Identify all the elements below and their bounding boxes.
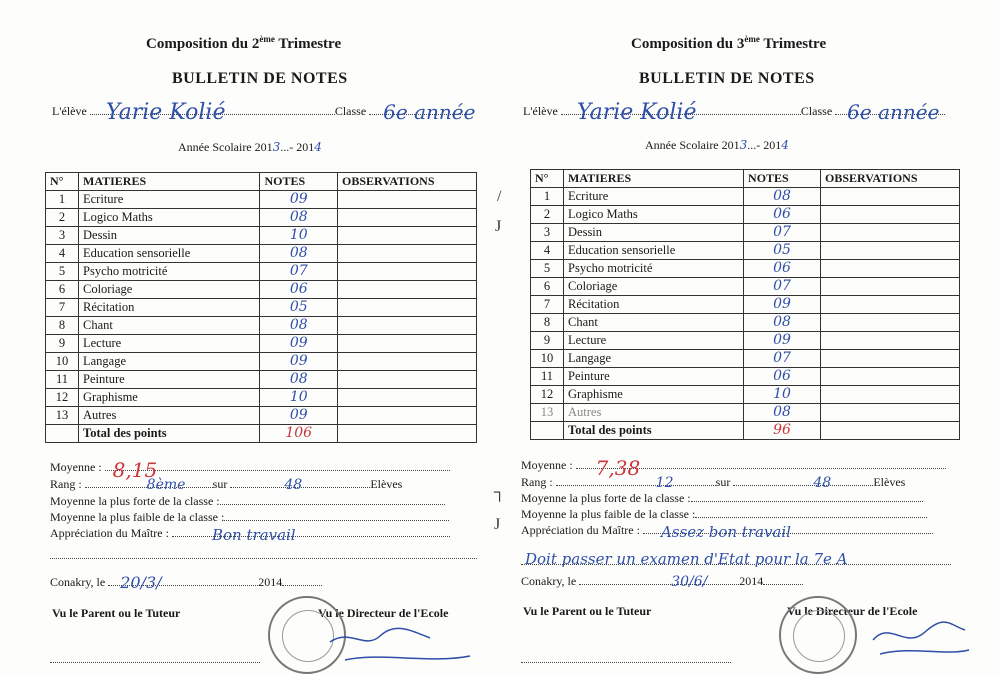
- subject-name: Education sensorielle: [79, 245, 260, 263]
- subject-name: Chant: [79, 317, 260, 335]
- grades-table: [530, 169, 960, 440]
- table-row: [531, 188, 960, 206]
- director-signature-icon: [865, 610, 975, 660]
- observation-cell: [338, 245, 477, 263]
- total-row: [46, 425, 477, 443]
- row-number: 6: [531, 278, 564, 296]
- class-value: 6e année: [383, 100, 476, 124]
- col-header-notes: NOTES: [744, 170, 821, 188]
- table-row: [46, 407, 477, 425]
- observation-cell: [338, 407, 477, 425]
- observation-cell: [338, 335, 477, 353]
- row-number: 12: [46, 389, 79, 407]
- observation-cell: [821, 350, 960, 368]
- subject-name: Chant: [564, 314, 744, 332]
- subject-name: Logico Maths: [564, 206, 744, 224]
- table-row: [531, 350, 960, 368]
- rank-value: 12: [655, 475, 674, 491]
- col-header-subject: MATIERES: [564, 170, 744, 188]
- average-value: 7,38: [595, 456, 641, 480]
- student-label: L'élève: [52, 104, 87, 118]
- grade-value: 05: [260, 299, 338, 317]
- appreciation-line: Appréciation du Maître : Bon travail: [50, 526, 450, 541]
- grade-value: 08: [260, 371, 338, 389]
- subject-name: Langage: [79, 353, 260, 371]
- subject-name: Autres: [79, 407, 260, 425]
- table-row: [531, 206, 960, 224]
- grade-value: 08: [260, 209, 338, 227]
- appreciation-extra-value: Doit passer un examen d'Etat pour la 7e A: [525, 550, 848, 568]
- subject-name: Psycho motricité: [79, 263, 260, 281]
- grade-value: 09: [260, 335, 338, 353]
- row-number: 6: [46, 281, 79, 299]
- subject-name: Education sensorielle: [564, 242, 744, 260]
- table-row: [46, 281, 477, 299]
- table-row: [46, 371, 477, 389]
- class-label: Classe: [800, 104, 833, 118]
- observation-cell: [338, 191, 477, 209]
- subject-name: Récitation: [79, 299, 260, 317]
- grade-value: 05: [744, 242, 821, 260]
- row-number: 4: [531, 242, 564, 260]
- grade-value: 09: [744, 296, 821, 314]
- row-number: 3: [46, 227, 79, 245]
- school-year: Année Scolaire 2013...- 2014: [178, 140, 322, 154]
- grade-value: 08: [744, 404, 821, 422]
- margin-mark: J: [494, 516, 501, 533]
- grade-value: 09: [260, 191, 338, 209]
- observation-cell: [338, 281, 477, 299]
- total-empty-cell: [531, 422, 564, 440]
- subject-name: Graphisme: [79, 389, 260, 407]
- date-value: 20/3/: [120, 573, 162, 592]
- table-row: [531, 386, 960, 404]
- row-number: 2: [531, 206, 564, 224]
- appreciation-extra-line: [50, 548, 477, 563]
- row-number: 2: [46, 209, 79, 227]
- col-header-number: N°: [531, 170, 564, 188]
- row-number: 7: [531, 296, 564, 314]
- observation-cell: [338, 389, 477, 407]
- student-name: Yarie Kolié: [105, 100, 226, 125]
- appreciation-value: Bon travail: [211, 526, 296, 544]
- subject-name: Graphisme: [564, 386, 744, 404]
- margin-mark: J: [495, 218, 502, 235]
- row-number: 13: [46, 407, 79, 425]
- total-observation-cell: [821, 422, 960, 440]
- grade-value: 06: [744, 368, 821, 386]
- student-line: [52, 100, 476, 125]
- report-title: Composition du 2ème Trimestre: [146, 34, 342, 52]
- rank-line: Rang : 12 sur 48 Elèves: [521, 475, 906, 491]
- row-number: 5: [531, 260, 564, 278]
- report-card-left: [0, 0, 476, 669]
- row-number: 11: [531, 368, 564, 386]
- table-row: [46, 227, 477, 245]
- observation-cell: [338, 299, 477, 317]
- table-row: [531, 242, 960, 260]
- table-row: [46, 317, 477, 335]
- grades-table: [45, 172, 477, 443]
- subject-name: Ecriture: [79, 191, 260, 209]
- total-value: 96: [744, 422, 821, 440]
- row-number: 7: [46, 299, 79, 317]
- report-subtitle: BULLETIN DE NOTES: [639, 70, 815, 87]
- table-row: [531, 314, 960, 332]
- class-size: 48: [813, 475, 832, 491]
- observation-cell: [821, 404, 960, 422]
- observation-cell: [338, 263, 477, 281]
- observation-cell: [821, 386, 960, 404]
- observation-cell: [821, 224, 960, 242]
- observation-cell: [338, 353, 477, 371]
- col-header-observations: OBSERVATIONS: [821, 170, 960, 188]
- rank-line: Rang : 8ème sur 48 Elèves: [50, 477, 403, 493]
- margin-mark: ┐: [494, 484, 506, 501]
- director-signature-icon: [320, 620, 480, 668]
- table-row: [531, 224, 960, 242]
- appreciation-extra-line: [521, 550, 951, 569]
- total-empty-cell: [46, 425, 79, 443]
- table-row: [46, 209, 477, 227]
- table-row: [531, 332, 960, 350]
- student-line: [523, 100, 945, 125]
- row-number: 1: [531, 188, 564, 206]
- row-number: 10: [531, 350, 564, 368]
- margin-mark: /: [497, 188, 502, 205]
- observation-cell: [821, 260, 960, 278]
- parent-label: Vu le Parent ou le Tuteur: [52, 606, 181, 620]
- lowest-average-line: Moyenne la plus faible de la classe :: [521, 507, 927, 522]
- row-number: 1: [46, 191, 79, 209]
- observation-cell: [338, 227, 477, 245]
- subject-name: Autres: [564, 404, 744, 422]
- student-name: Yarie Kolié: [576, 100, 697, 125]
- row-number: 11: [46, 371, 79, 389]
- subject-name: Lecture: [564, 332, 744, 350]
- row-number: 9: [531, 332, 564, 350]
- table-row: [46, 353, 477, 371]
- parent-signature-line: [50, 652, 260, 667]
- grade-value: 09: [744, 332, 821, 350]
- observation-cell: [821, 242, 960, 260]
- observation-cell: [338, 209, 477, 227]
- row-number: 12: [531, 386, 564, 404]
- grade-value: 06: [260, 281, 338, 299]
- observation-cell: [821, 188, 960, 206]
- table-row: [46, 335, 477, 353]
- report-subtitle: BULLETIN DE NOTES: [172, 70, 348, 87]
- report-card-right: [505, 0, 975, 669]
- grade-value: 10: [744, 386, 821, 404]
- row-number: 8: [46, 317, 79, 335]
- parent-label: Vu le Parent ou le Tuteur: [523, 604, 652, 618]
- grade-value: 08: [260, 317, 338, 335]
- grade-value: 08: [744, 188, 821, 206]
- table-row: [46, 299, 477, 317]
- observation-cell: [821, 206, 960, 224]
- grade-value: 06: [744, 260, 821, 278]
- total-observation-cell: [338, 425, 477, 443]
- grade-value: 10: [260, 389, 338, 407]
- subject-name: Récitation: [564, 296, 744, 314]
- row-number: 5: [46, 263, 79, 281]
- table-row: [46, 263, 477, 281]
- observation-cell: [821, 332, 960, 350]
- grade-value: 06: [744, 206, 821, 224]
- table-row: [531, 296, 960, 314]
- subject-name: Logico Maths: [79, 209, 260, 227]
- director-label: Vu le Directeur de l'Ecole: [787, 604, 918, 618]
- subject-name: Coloriage: [564, 278, 744, 296]
- col-header-subject: MATIERES: [79, 173, 260, 191]
- report-title: Composition du 3ème Trimestre: [631, 34, 827, 52]
- appreciation-line: Appréciation du Maître : Assez bon travail: [521, 523, 933, 538]
- col-header-observations: OBSERVATIONS: [338, 173, 477, 191]
- average-line: Moyenne : 8,15: [50, 460, 450, 475]
- subject-name: Lecture: [79, 335, 260, 353]
- subject-name: Ecriture: [564, 188, 744, 206]
- observation-cell: [821, 314, 960, 332]
- row-number: 13: [531, 404, 564, 422]
- table-row: [531, 260, 960, 278]
- lowest-average-line: Moyenne la plus faible de la classe :: [50, 510, 449, 525]
- school-stamp-icon: [779, 596, 857, 674]
- average-value: 8,15: [112, 458, 158, 482]
- col-header-number: N°: [46, 173, 79, 191]
- appreciation-value: Assez bon travail: [660, 523, 791, 541]
- grade-value: 10: [260, 227, 338, 245]
- date-line: Conakry, le 20/3/ 2014: [50, 575, 322, 590]
- highest-average-line: Moyenne la plus forte de la classe :: [50, 494, 445, 509]
- subject-name: Psycho motricité: [564, 260, 744, 278]
- row-number: 4: [46, 245, 79, 263]
- date-value: 30/6/: [671, 574, 708, 590]
- grade-value: 08: [744, 314, 821, 332]
- total-row: [531, 422, 960, 440]
- row-number: 9: [46, 335, 79, 353]
- grade-value: 09: [260, 407, 338, 425]
- row-number: 10: [46, 353, 79, 371]
- total-value: 106: [260, 425, 338, 443]
- parent-signature-line: [521, 652, 731, 667]
- table-row: [531, 368, 960, 386]
- observation-cell: [821, 278, 960, 296]
- subject-name: Coloriage: [79, 281, 260, 299]
- grade-value: 08: [260, 245, 338, 263]
- highest-average-line: Moyenne la plus forte de la classe :: [521, 491, 923, 506]
- observation-cell: [821, 368, 960, 386]
- total-label: Total des points: [564, 422, 744, 440]
- observation-cell: [338, 317, 477, 335]
- row-number: 8: [531, 314, 564, 332]
- table-row: [531, 404, 960, 422]
- class-size: 48: [284, 477, 303, 493]
- director-label: Vu le Directeur de l'Ecole: [318, 606, 449, 620]
- col-header-notes: NOTES: [260, 173, 338, 191]
- date-line: Conakry, le 30/6/ 2014: [521, 574, 803, 589]
- class-value: 6e année: [847, 100, 940, 124]
- school-year: Année Scolaire 2013...- 2014: [645, 138, 789, 152]
- grade-value: 09: [260, 353, 338, 371]
- subject-name: Dessin: [564, 224, 744, 242]
- total-label: Total des points: [79, 425, 260, 443]
- subject-name: Peinture: [79, 371, 260, 389]
- subject-name: Peinture: [564, 368, 744, 386]
- grade-value: 07: [744, 278, 821, 296]
- table-row: [531, 278, 960, 296]
- subject-name: Langage: [564, 350, 744, 368]
- observation-cell: [338, 371, 477, 389]
- rank-value: 8ème: [146, 477, 186, 493]
- grade-value: 07: [260, 263, 338, 281]
- observation-cell: [821, 296, 960, 314]
- table-row: [46, 191, 477, 209]
- student-label: L'élève: [523, 104, 558, 118]
- grade-value: 07: [744, 224, 821, 242]
- subject-name: Dessin: [79, 227, 260, 245]
- table-row: [46, 245, 477, 263]
- class-label: Classe: [334, 104, 367, 118]
- table-row: [46, 389, 477, 407]
- average-line: Moyenne : 7,38: [521, 458, 946, 473]
- row-number: 3: [531, 224, 564, 242]
- grade-value: 07: [744, 350, 821, 368]
